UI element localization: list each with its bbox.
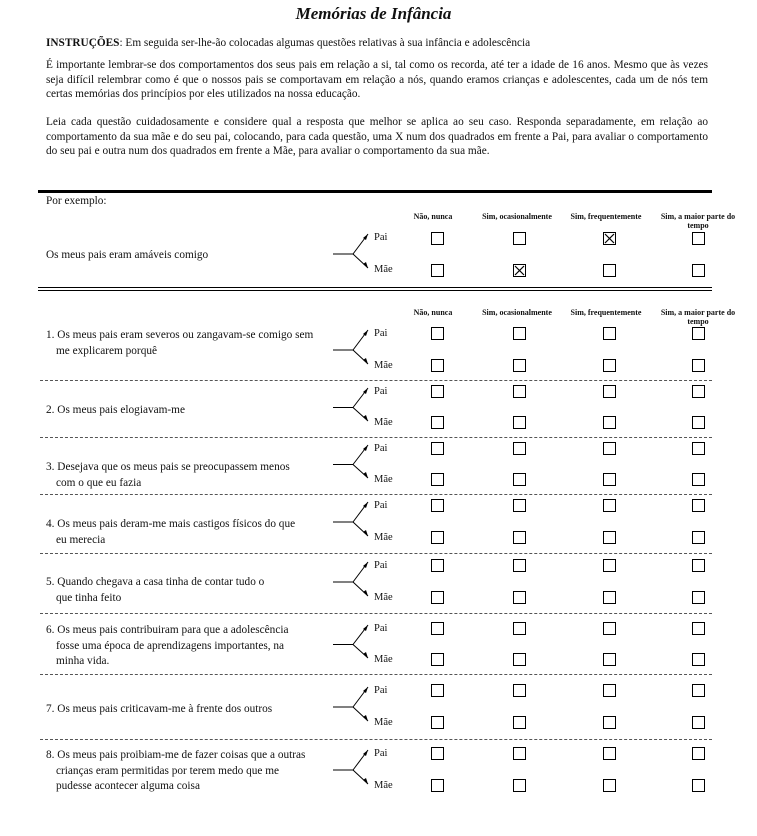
column-header-1: Não, nunca <box>413 308 453 317</box>
q5-father-label: Pai <box>374 560 388 571</box>
q6-line-2: fosse uma época de aprendizagens importantes, na <box>56 639 285 652</box>
q8-mother-label: Mãe <box>374 780 393 791</box>
q7-mother-label: Mãe <box>374 717 393 728</box>
q1-father-label: Pai <box>374 328 388 339</box>
q8-line-3: pudesse acontecer alguma coisa <box>56 780 200 792</box>
q4-father-label: Pai <box>374 500 388 511</box>
q1-line-1: 1. Os meus pais eram severos ou zangavam-se comigo sem <box>46 329 314 341</box>
q7-line-1: 7. Os meus pais criticavam-me à frente dos outros <box>46 703 273 715</box>
column-header-3: Sim, frequentemente <box>570 308 642 317</box>
q3-line-1: 3. Desejava que os meus pais se preocupassem menos <box>46 461 290 473</box>
q5-line-2: que tinha feito <box>56 591 122 604</box>
q1-line-2: me explicarem porquê <box>56 344 157 357</box>
q5-mother-label: Mãe <box>374 592 393 603</box>
column-header-4: Sim, a maior parte do tempo <box>660 212 736 230</box>
q8-line-2: crianças eram permitidas por terem medo que me <box>56 764 280 777</box>
q2-mother-label: Mãe <box>374 417 393 428</box>
q6-arrow <box>333 625 368 658</box>
example-question: Os meus pais eram amáveis comigo <box>46 249 209 261</box>
column-header-2: Sim, ocasionalmente <box>482 308 552 317</box>
q4-mother-label: Mãe <box>374 532 393 543</box>
q3-arrow <box>333 445 368 478</box>
q2-father-label: Pai <box>374 386 388 397</box>
q5-arrow <box>333 562 368 596</box>
q3-father-label: Pai <box>374 443 388 454</box>
instructions-text: : Em seguida ser-lhe-ão colocadas algumas questões relativas à sua infância e adolescência <box>119 37 531 49</box>
column-header-1: Não, nunca <box>413 212 453 221</box>
page-title: Memórias de Infância <box>295 4 452 23</box>
q2-arrow <box>333 388 368 421</box>
column-header-3: Sim, frequentemente <box>570 212 642 221</box>
q6-father-label: Pai <box>374 623 388 634</box>
q1-mother-label: Mãe <box>374 360 393 371</box>
instructions-paragraph-2: Leia cada questão cuidadosamente e considere qual a resposta que melhor se aplica ao seu caso. Responda separadamente, em relação ao comportamento da sua mãe e do seu pai, colocando, para cada questão, uma X num dos quadrados em frente a Pai, para avaliar o comportamento do seu pai e outra num dos quadrados em frente a Mãe, para avaliar o comportamento da sua mãe. <box>46 116 708 158</box>
column-header-4: Sim, a maior parte do tempo <box>660 308 736 326</box>
q1-arrow <box>333 330 368 364</box>
q8-father-label: Pai <box>374 748 388 759</box>
q8-arrow <box>333 750 368 784</box>
q7-father-label: Pai <box>374 685 388 696</box>
q6-line-3: minha vida. <box>56 655 110 667</box>
q3-mother-label: Mãe <box>374 474 393 485</box>
instructions-paragraph-1: É importante lembrar-se dos comportamentos dos seus pais em relação a si, tal como os recorda, até ter a idade de 16 anos. Mesmo que às vezes seja difícil relembrar como é que o nossos pais se comportavam em relação a nós, quando eramos crianças e adolescentes, cada um de nós tem certas memórias dos princípios por eles utilizados na nossa educação. <box>46 59 708 101</box>
example-heading: Por exemplo: <box>46 195 107 207</box>
q6-mother-label: Mãe <box>374 654 393 665</box>
q8-line-1: 8. Os meus pais proibiam-me de fazer coisas que a outras <box>46 749 306 761</box>
example-father-label: Pai <box>374 232 388 243</box>
example-mother-label: Mãe <box>374 264 393 275</box>
q6-line-1: 6. Os meus pais contribuiram para que a adolescência <box>46 624 289 636</box>
instructions-label: INSTRUÇÕES <box>46 37 120 49</box>
q4-arrow <box>333 502 368 536</box>
example-arrow <box>333 234 368 268</box>
q5-line-1: 5. Quando chegava a casa tinha de contar tudo o <box>46 576 265 588</box>
q3-line-2: com o que eu fazia <box>56 476 142 489</box>
q4-line-1: 4. Os meus pais deram-me mais castigos físicos do que <box>46 518 296 530</box>
column-header-2: Sim, ocasionalmente <box>482 212 552 221</box>
q2-line-1: 2. Os meus pais elogiavam-me <box>46 404 185 416</box>
q4-line-2: eu merecia <box>56 533 106 546</box>
q7-arrow <box>333 687 368 721</box>
